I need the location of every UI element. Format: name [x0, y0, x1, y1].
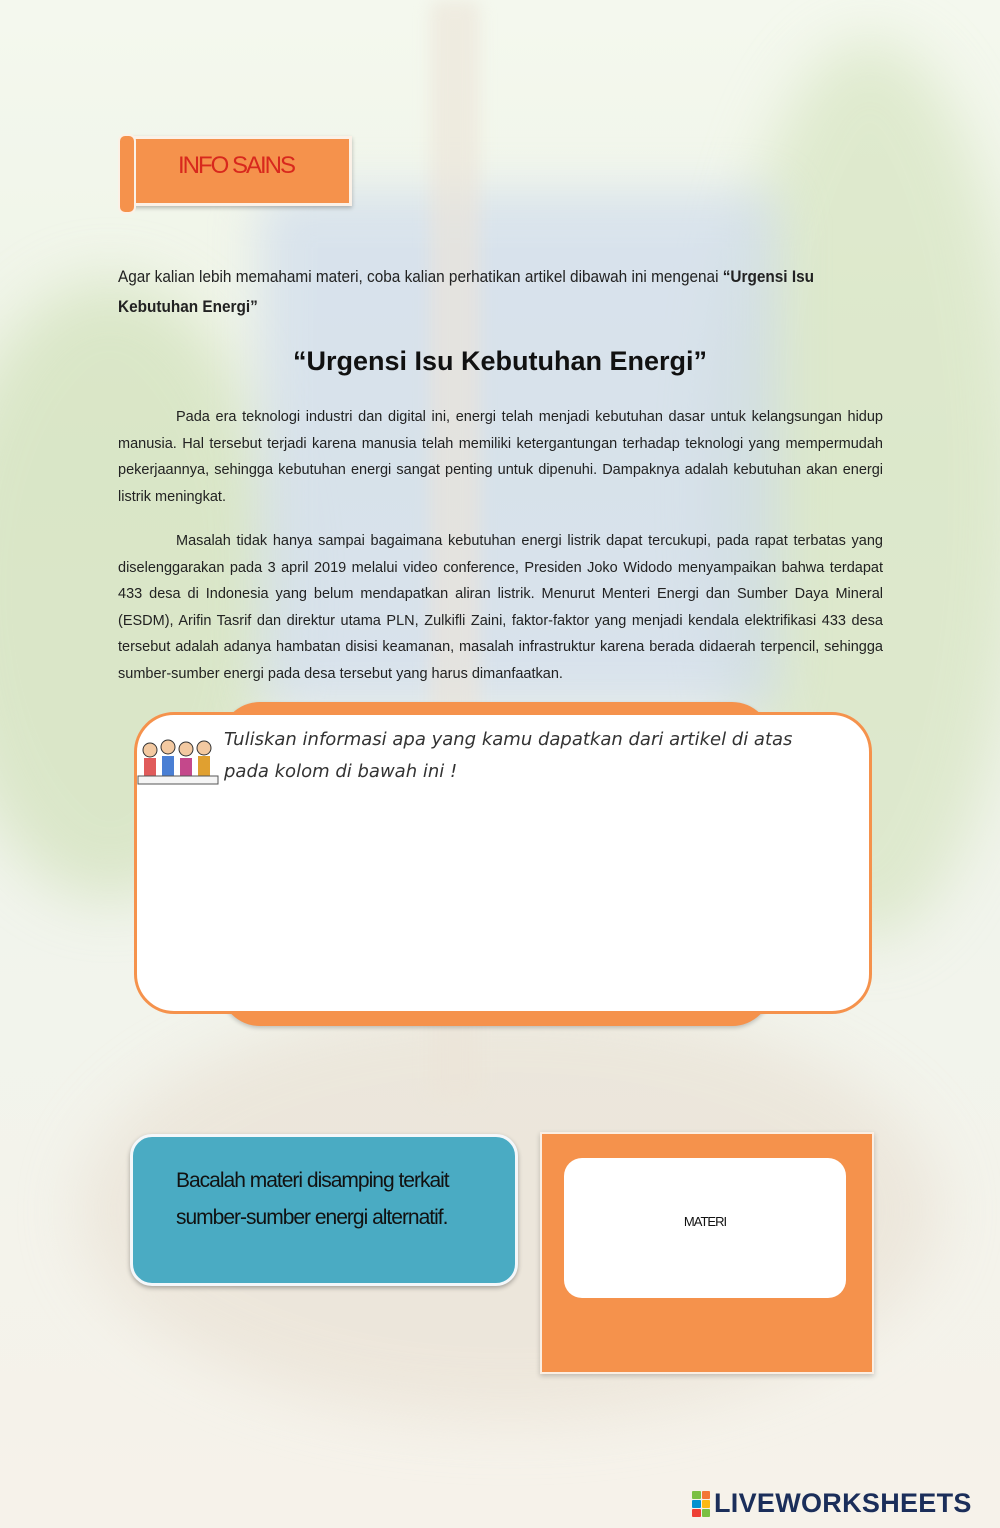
intro-emphasis: “Urgensi Isu Kebutuhan Energi”: [118, 268, 815, 316]
reading-line-2: sumber-sumber energi alternatif.: [176, 1206, 448, 1229]
task-prompt: [224, 724, 824, 788]
task-prompt-line-2: pada kolom di bawah ini !: [224, 761, 458, 782]
intro-body: Agar kalian lebih memahami materi, coba kalian perhatikan artikel dibawah ini mengenai: [118, 268, 723, 286]
monitor-stand: [622, 1322, 790, 1370]
reading-instruction: [176, 1162, 496, 1236]
banner-label: INFO SAINS: [178, 152, 295, 179]
info-sains-banner: [118, 130, 350, 210]
liveworksheets-logo: [692, 1488, 972, 1519]
children-reading-icon: [136, 736, 224, 790]
liveworksheets-wordmark: LIVEWORKSHEETS: [714, 1488, 972, 1518]
materi-button[interactable]: [564, 1158, 846, 1298]
materi-label: MATERI: [683, 1214, 727, 1229]
task-prompt-line-1: Tuliskan informasi apa yang kamu dapatkan dari artikel di atas: [224, 729, 793, 750]
article-paragraph-1: Pada era teknologi industri dan digital ini, energi telah menjadi kebutuhan dasar untuk kelangsungan hidup manusia. Hal tersebut terjadi karena manusia telah memiliki ketergantungan terhadap teknologi yang mempermudah pekerjaannya, sehingga kebutuhan energi sangat penting untuk dipenuhi. Dampaknya adalah kebutuhan akan energi listrik meningkat.: [118, 409, 883, 505]
liveworksheets-logo-icon: [692, 1491, 710, 1517]
banner-scroll-roll: [118, 134, 136, 214]
reading-line-1: Bacalah materi disamping terkait: [176, 1169, 449, 1192]
intro-text: [118, 262, 829, 322]
article-paragraph-2: Masalah tidak hanya sampai bagaimana kebutuhan energi listrik dapat tercukupi, pada rapat terbatas yang diselenggarakan pada 3 april 2019 melalui video conference, Presiden Joko Widodo menyampaikan bahwa terdapat 433 desa di Indonesia yang belum mendapatkan aliran listrik. Menurut Menteri Energi dan Sumber Daya Mineral (ESDM), Arifin Tasrif dan direktur utama PLN, Zulkifli Zaini, faktor-faktor yang menjadi kendala elektrifikasi 433 desa tersebut adalah adanya hambatan disisi keamanan, masalah infrastruktur karena berada didaerah terpencil, sehingga sumber-sumber energi pada desa tersebut yang harus dimanfaatkan.: [118, 533, 883, 682]
article-title: “Urgensi Isu Kebutuhan Energi”: [292, 346, 708, 376]
